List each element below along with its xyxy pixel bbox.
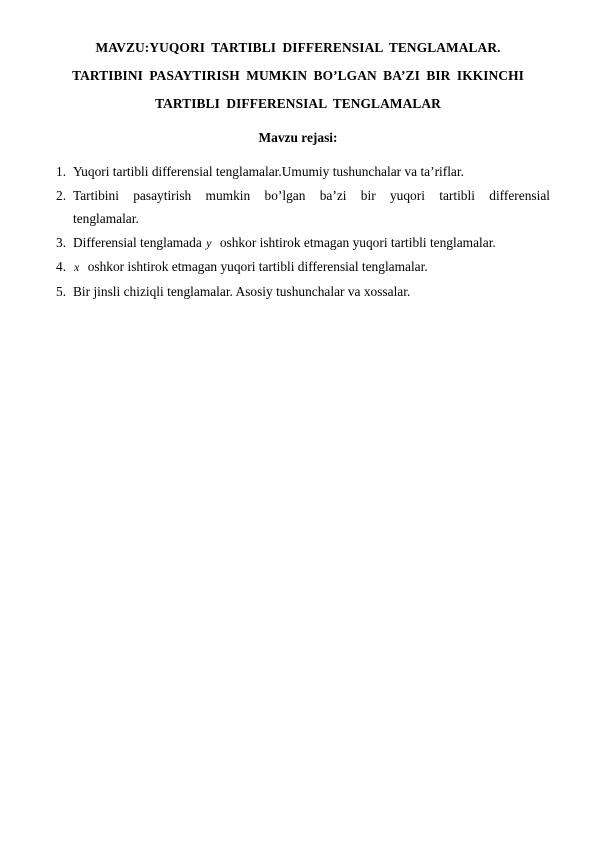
title-line-2: TARTIBINI PASAYTIRISH MUMKIN BO’LGAN BA’ZI BIR IKKINCHI bbox=[72, 68, 524, 83]
title-line-1: MAVZU:YUQORI TARTIBLI DIFFERENSIAL TENGLAMALAR. bbox=[95, 40, 501, 55]
plan-heading: Mavzu rejasi: bbox=[258, 130, 338, 145]
plan-item-1 bbox=[56, 160, 550, 184]
plan-item-number: 4. bbox=[56, 259, 67, 275]
plan-item-text: Yuqori tartibli differensial tenglamalar.Umumiy tushunchalar va ta’riflar. bbox=[73, 164, 464, 179]
plan-item-text: Bir jinsli chiziqli tenglamalar. Asosiy tushunchalar va xossalar. bbox=[73, 283, 411, 299]
plan-item-number: 5. bbox=[56, 283, 67, 299]
plan-item-text-line-2: tenglamalar. bbox=[73, 211, 139, 227]
document-title bbox=[56, 34, 540, 118]
plan-item-5 bbox=[56, 280, 550, 304]
plan-item-text-after: oshkor ishtirok etmagan yuqori tartibli tenglamalar. bbox=[219, 234, 496, 250]
math-variable-x: x bbox=[74, 260, 80, 275]
plan-list bbox=[56, 160, 550, 304]
plan-item-text-before: Differensial tenglamada bbox=[73, 234, 202, 250]
title-line-3: TARTIBLI DIFFERENSIAL TENGLAMALAR bbox=[155, 96, 441, 111]
plan-item-number: 3. bbox=[56, 234, 67, 250]
plan-item-4 bbox=[56, 255, 550, 280]
plan-item-2 bbox=[56, 184, 550, 231]
math-variable-y: y bbox=[206, 235, 212, 250]
plan-item-number: 2. bbox=[56, 187, 67, 203]
plan-item-text-after: oshkor ishtirok etmagan yuqori tartibli differensial tenglamalar. bbox=[87, 259, 428, 275]
plan-item-number: 1. bbox=[56, 164, 67, 179]
plan-item-3 bbox=[56, 231, 550, 256]
plan-item-text-line-1: Tartibini pasaytirish mumkin bo’lgan ba’zi bir yuqori tartibli differensial bbox=[73, 187, 550, 203]
